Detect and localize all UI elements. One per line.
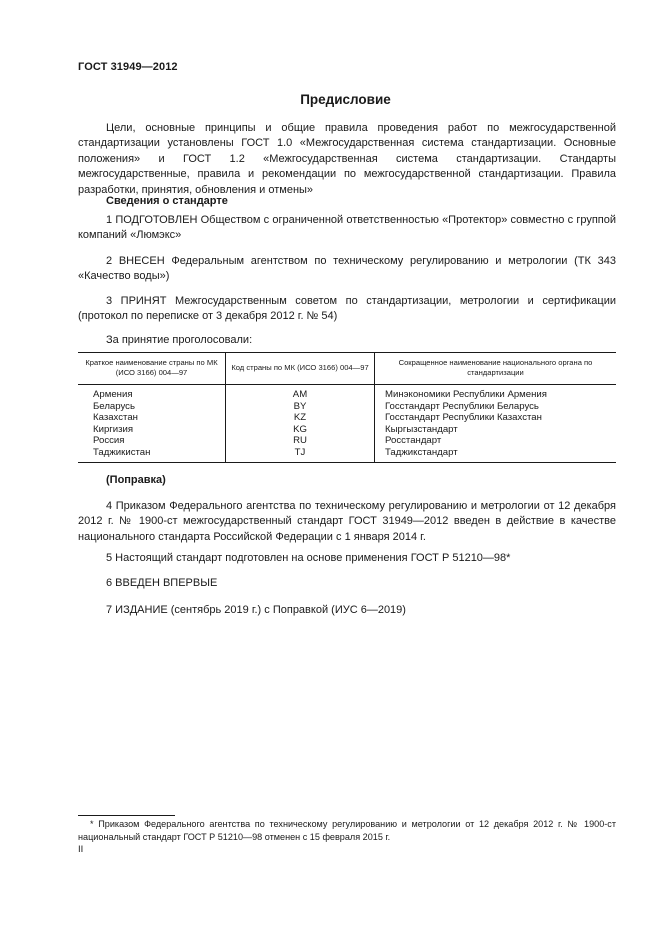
voted-label: За принятие проголосовали: bbox=[106, 334, 253, 346]
item-4-paragraph: 4 Приказом Федерального агентства по техническому регулированию и метрологии от 12 декабря 2012 г. № 1900-ст межгосударственный стандарт ГОСТ 31949—2012 введен в действие в качестве национального стандарта Российской Федерации с 1 января 2014 г. bbox=[78, 500, 616, 543]
document-code-header: ГОСТ 31949—2012 bbox=[78, 61, 178, 73]
intro-paragraph: Цели, основные принципы и общие правила проведения работ по межгосударственной стандартизации установлены ГОСТ 1.0 «Межгосударственная система стандартизации. Основные положения» и ГОСТ 1.2 «Межгосударственная система стандартизации. Стандарты межгосударственные, правила и рекомендации по межгосударственной стандартизации. Правила разработки, принятия, обновления и отмены» bbox=[78, 122, 616, 196]
code-cell: RU bbox=[226, 435, 375, 447]
country-cell: Россия bbox=[93, 435, 125, 447]
table-row bbox=[78, 401, 616, 413]
body-cell: Таджикстандарт bbox=[375, 447, 617, 462]
country-cell: Казахстан bbox=[93, 412, 138, 424]
table-row bbox=[78, 424, 616, 436]
info-heading: Сведения о стандарте bbox=[106, 195, 228, 207]
country-cell: Таджикистан bbox=[78, 447, 226, 462]
item-2-paragraph: 2 ВНЕСЕН Федеральным агентством по техническому регулированию и метрологии (ТК 343 «Качество воды») bbox=[78, 255, 616, 283]
table-row bbox=[78, 412, 616, 424]
item-7-paragraph: 7 ИЗДАНИЕ (сентябрь 2019 г.) с Поправкой (ИУС 6—2019) bbox=[106, 604, 406, 616]
header-country-code: Код страны по МК (ИСО 3166) 004—97 bbox=[226, 353, 375, 385]
country-cell: Беларусь bbox=[93, 400, 135, 412]
table-row bbox=[78, 385, 616, 401]
item-6-paragraph: 6 ВВЕДЕН ВПЕРВЫЕ bbox=[106, 577, 218, 589]
body-cell: Минэкономики Республики Армения bbox=[375, 385, 617, 401]
page-number: II bbox=[78, 844, 84, 855]
item-5-paragraph: 5 Настоящий стандарт подготовлен на основе применения ГОСТ Р 51210—98* bbox=[106, 552, 511, 564]
country-cell: Киргизия bbox=[93, 423, 134, 435]
item-1-paragraph: 1 ПОДГОТОВЛЕН Обществом с ограниченной ответственностью «Протектор» совместно с группой компаний «Люмэкс» bbox=[78, 214, 616, 242]
header-country-name: Краткое наименование страны по МК (ИСО 3166) 004—97 bbox=[78, 353, 226, 385]
countries-table bbox=[78, 352, 616, 463]
table-row bbox=[78, 435, 616, 447]
country-cell: Армения bbox=[93, 389, 133, 400]
body-cell: Кыргызстандарт bbox=[375, 424, 617, 436]
code-cell: KG bbox=[226, 424, 375, 436]
code-cell: KZ bbox=[226, 412, 375, 424]
table-row bbox=[78, 447, 616, 462]
body-cell: Росстандарт bbox=[375, 435, 617, 447]
header-national-body: Сокращенное наименование национального органа по стандартизации bbox=[375, 353, 617, 385]
page-title: Предисловие bbox=[300, 92, 391, 107]
footnote-divider bbox=[78, 815, 175, 816]
code-cell: AM bbox=[226, 385, 375, 401]
footnote: * Приказом Федерального агентства по техническому регулированию и метрологии от 12 декабря 2012 г. № 1900-ст национальный стандарт ГОСТ Р 51210—98 отменен с 15 февраля 2015 г. bbox=[78, 819, 616, 842]
correction-label: (Поправка) bbox=[106, 474, 166, 486]
item-3-paragraph: 3 ПРИНЯТ Межгосударственным советом по стандартизации, метрологии и сертификации (протокол по переписке от 3 декабря 2012 г. № 54) bbox=[78, 295, 616, 323]
code-cell: BY bbox=[226, 401, 375, 413]
table-header-row bbox=[78, 353, 616, 385]
body-cell: Госстандарт Республики Казахстан bbox=[375, 412, 617, 424]
code-cell: TJ bbox=[226, 447, 375, 462]
body-cell: Госстандарт Республики Беларусь bbox=[375, 401, 617, 413]
